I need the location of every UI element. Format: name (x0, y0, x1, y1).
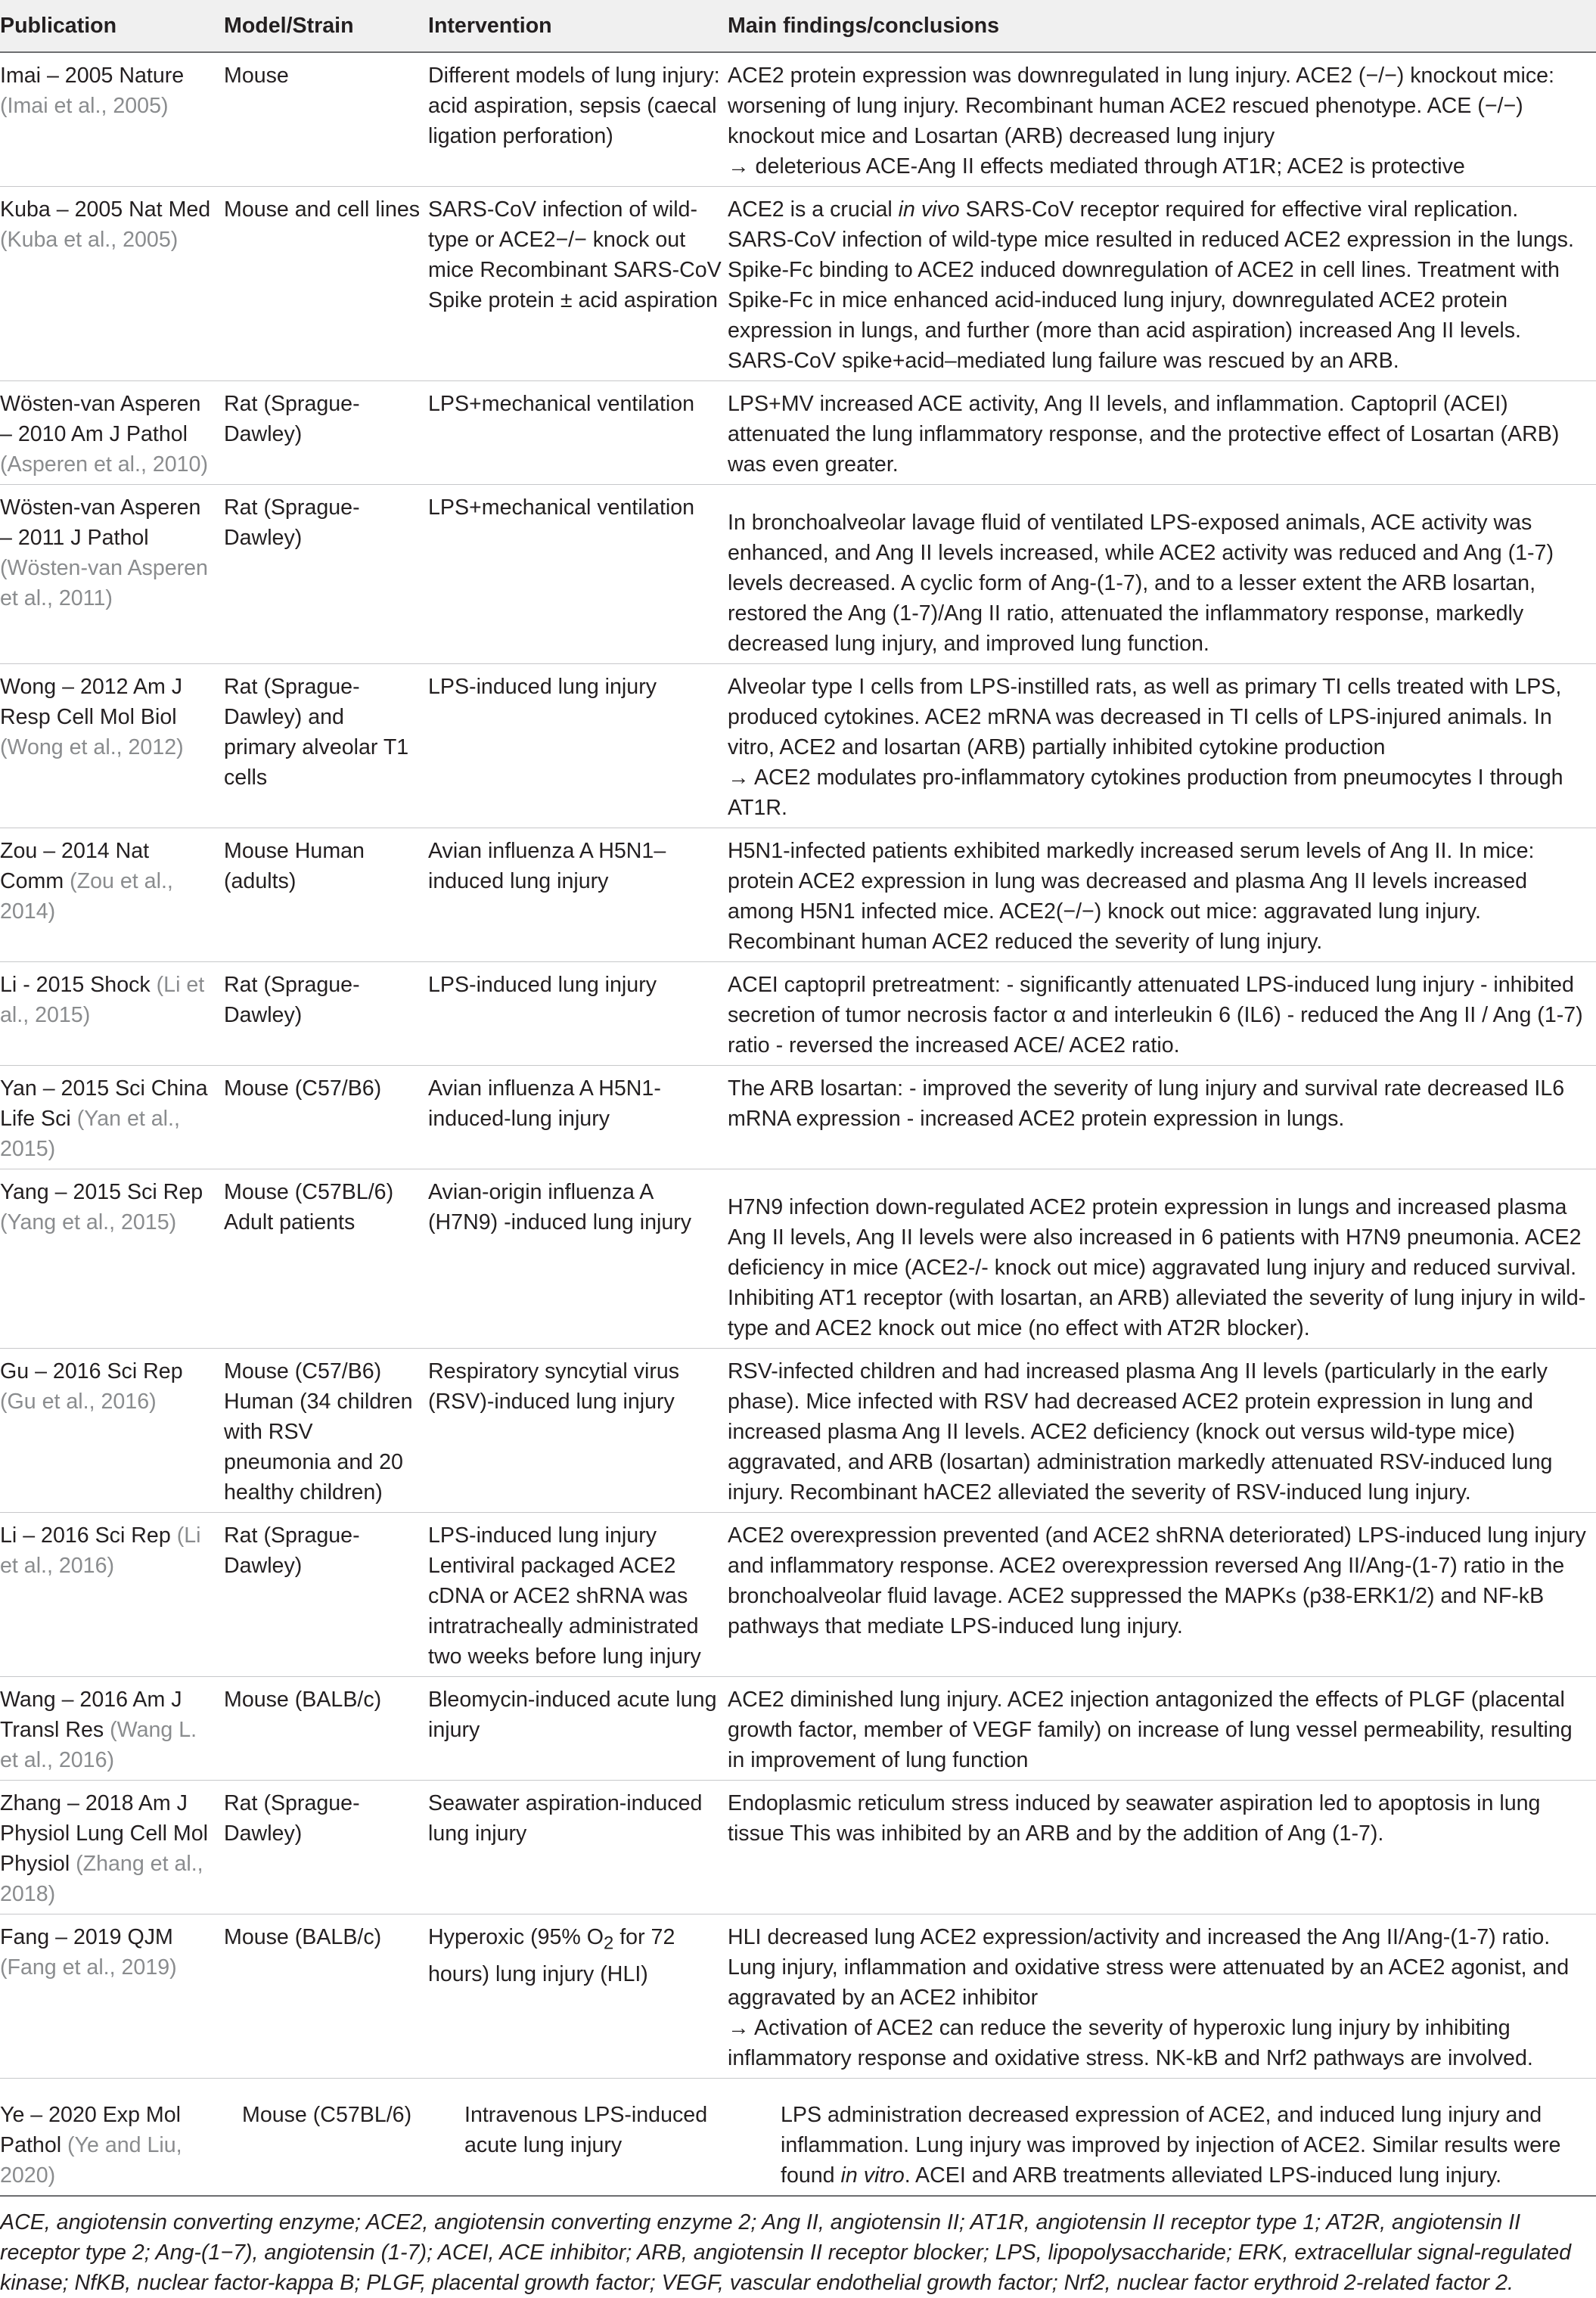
findings-cell: ACE2 is a crucial in vivo SARS-CoV receptor required for effective viral replication. SARS-CoV infection of wild-type mice resulted in reduced ACE2 expression in the lungs. Spike-Fc binding to ACE2 induced downregulation of ACE2 in cell lines. Treatment with Spike-Fc in mice enhanced acid-induced lung injury, downregulated ACE2 protein expression in lungs, and further (more than acid aspiration) increased Ang II levels. SARS-CoV spike+acid–mediated lung failure was rescued by an ARB. (728, 187, 1596, 381)
conclusion-line: → Activation of ACE2 can reduce the severity of hyperoxic lung injury by inhibiting inflammatory response and oxidative stress. NK-kB and Nrf2 pathways are involved. (728, 2016, 1533, 2070)
citation-link[interactable]: (Imai et al., 2005) (0, 94, 169, 118)
model-cell: Rat (Sprague-Dawley) and primary alveolar T1 cells (224, 664, 428, 828)
citation-link[interactable]: (Wang L. et al., 2016) (0, 1718, 197, 1772)
intervention-cell: Avian influenza A H5N1-induced-lung injury (428, 1066, 728, 1169)
findings-cell: H5N1-infected patients exhibited markedly increased serum levels of Ang II. In mice: protein ACE2 expression in lung was decreased and plasma Ang II levels increased among H5N1 infected mice. ACE2(−/−) knock out mice: aggravated lung injury. Recombinant human ACE2 reduced the severity of lung injury. (728, 828, 1596, 962)
publication-cell: Zhang – 2018 Am J Physiol Lung Cell Mol Physiol (Zhang et al., 2018) (0, 1781, 224, 1914)
intervention-cell: LPS-induced lung injury (428, 664, 728, 828)
model-cell: Mouse (C57BL/6) (242, 2103, 412, 2127)
citation-link[interactable]: (Wong et al., 2012) (0, 735, 184, 759)
citation-link[interactable]: (Yan et al., 2015) (0, 1107, 180, 1161)
model-cell: Mouse (C57/B6) (224, 1066, 428, 1169)
publication-cell: Wösten-van Asperen – 2010 Am J Pathol (Asperen et al., 2010) (0, 381, 224, 485)
table-row (0, 1677, 1596, 1781)
model-cell: Rat (Sprague-Dawley) (224, 1513, 428, 1677)
publication-cell: Li – 2016 Sci Rep (Li et al., 2016) (0, 1513, 224, 1677)
citation-link[interactable]: (Gu et al., 2016) (0, 1390, 157, 1414)
citation-link[interactable]: (Ye and Liu, 2020) (0, 2133, 182, 2188)
publication-cell: Ye – 2020 Exp Mol Pathol (Ye and Liu, 2020) (0, 2103, 182, 2188)
findings-cell: LPS+MV increased ACE activity, Ang II levels, and inflammation. Captopril (ACEI) attenuated the lung inflammatory response, and the protective effect of Losartan (ARB) was even greater. (728, 381, 1596, 485)
publication-cell: Zou – 2014 Nat Comm (Zou et al., 2014) (0, 828, 224, 962)
intervention-cell: LPS-induced lung injury (428, 962, 728, 1066)
findings-cell: ACE2 protein expression was downregulated in lung injury. ACE2 (−/−) knockout mice: worsening of lung injury. Recombinant human ACE2 rescued phenotype. ACE (−/−) knockout mice and Losartan (ARB) decreased lung injury → deleterious ACE-Ang II effects mediated through AT1R; ACE2 is protective (728, 52, 1596, 187)
citation-link[interactable]: (Yang et al., 2015) (0, 1210, 177, 1234)
table-row (0, 381, 1596, 485)
citation-link[interactable]: (Li et al., 2016) (0, 1523, 201, 1578)
model-cell: Mouse Human (adults) (224, 828, 428, 962)
table-row (0, 1781, 1596, 1914)
table-row (0, 1914, 1596, 2079)
intervention-cell: LPS-induced lung injury Lentiviral packaged ACE2 cDNA or ACE2 shRNA was intratracheally administrated two weeks before lung injury (428, 1513, 728, 1677)
findings-cell: Endoplasmic reticulum stress induced by seawater aspiration led to apoptosis in lung tissue This was inhibited by an ARB and by the addition of Ang (1-7). (728, 1781, 1596, 1914)
publication-cell: Kuba – 2005 Nat Med (Kuba et al., 2005) (0, 187, 224, 381)
findings-cell: ACE2 diminished lung injury. ACE2 injection antagonized the effects of PLGF (placental growth factor, member of VEGF family) on increase of lung vessel permeability, resulting in improvement of lung function (728, 1677, 1596, 1781)
findings-cell: H7N9 infection down-regulated ACE2 protein expression in lungs and increased plasma Ang II levels, Ang II levels were also increased in 6 patients with H7N9 pneumonia. ACE2 deficiency in mice (ACE2-/- knock out mice) aggravated lung injury and reduced survival. Inhibiting AT1 receptor (with losartan, an ARB) alleviated the severity of lung injury in wild-type and ACE2 knock out mice (no effect with AT2R blocker). (728, 1169, 1596, 1349)
model-cell: Mouse (C57BL/6) Adult patients (224, 1169, 428, 1349)
intervention-cell: Intravenous LPS-induced acute lung injury (464, 2103, 708, 2157)
table-row (0, 187, 1596, 381)
model-cell: Mouse (224, 52, 428, 187)
publication-cell: Fang – 2019 QJM (Fang et al., 2019) (0, 1914, 224, 2079)
citation-link[interactable]: (Li et al., 2015) (0, 973, 205, 1027)
table-header-row (0, 0, 1596, 52)
intervention-cell: Hyperoxic (95% $O_2$ for 72 hours) lung injury (HLI) (428, 1914, 728, 2079)
table-row (0, 828, 1596, 962)
citation-link[interactable]: (Wösten-van Asperen et al., 2011) (0, 556, 208, 610)
intervention-cell: SARS-CoV infection of wild-type or ACE2−/− knock out mice Recombinant SARS-CoV Spike protein ± acid aspiration (428, 187, 728, 381)
model-cell: Mouse and cell lines (224, 187, 428, 381)
publication-cell: Yang – 2015 Sci Rep (Yang et al., 2015) (0, 1169, 224, 1349)
publication-cell: Wang – 2016 Am J Transl Res (Wang L. et al., 2016) (0, 1677, 224, 1781)
publication-cell: Wong – 2012 Am J Resp Cell Mol Biol (Wong et al., 2012) (0, 664, 224, 828)
findings-cell: The ARB losartan: - improved the severity of lung injury and survival rate decreased IL6 mRNA expression - increased ACE2 protein expression in lungs. (728, 1066, 1596, 1169)
intervention-cell: Avian influenza A H5N1–induced lung injury (428, 828, 728, 962)
findings-cell: In bronchoalveolar lavage fluid of ventilated LPS-exposed animals, ACE activity was enhanced, and Ang II levels increased, while ACE2 activity was reduced and Ang (1-7) levels decreased. A cyclic form of Ang-(1-7), and to a lesser extent the ARB losartan, restored the Ang (1-7)/Ang II ratio, attenuated the inflammatory response, markedly decreased lung injury, and improved lung function. (728, 485, 1596, 664)
header-model-strain: Model/Strain (224, 0, 428, 52)
model-cell: Rat (Sprague-Dawley) (224, 1781, 428, 1914)
intervention-cell: Respiratory syncytial virus (RSV)-induced lung injury (428, 1349, 728, 1513)
citation-link[interactable]: (Kuba et al., 2005) (0, 228, 179, 252)
model-cell: Rat (Sprague-Dawley) (224, 962, 428, 1066)
publication-cell: Gu – 2016 Sci Rep (Gu et al., 2016) (0, 1349, 224, 1513)
findings-cell: HLI decreased lung ACE2 expression/activity and increased the Ang II/Ang-(1-7) ratio. Lung injury, inflammation and oxidative stress were attenuated by an ACE2 agonist, and aggravated by an ACE2 inhibitor → Activation of ACE2 can reduce the severity of hyperoxic lung injury by inhibiting inflammatory response and oxidative stress. NK-kB and Nrf2 pathways are involved. (728, 1914, 1596, 2079)
citation-link[interactable]: (Asperen et al., 2010) (0, 452, 208, 477)
findings-cell: ACE2 overexpression prevented (and ACE2 shRNA deteriorated) LPS-induced lung injury and inflammatory response. ACE2 overexpression reversed Ang II/Ang-(1-7) ratio in the bronchoalveolar fluid lavage. ACE2 suppressed the MAPKs (p38-ERK1/2) and NF-kB pathways that mediate LPS-induced lung injury. (728, 1513, 1596, 1677)
table-row (0, 664, 1596, 828)
intervention-cell: Avian-origin influenza A (H7N9) -induced lung injury (428, 1169, 728, 1349)
model-cell: Mouse (BALB/c) (224, 1914, 428, 2079)
conclusion-line: → ACE2 modulates pro-inflammatory cytokines production from pneumocytes I through AT1R. (728, 765, 1563, 820)
findings-cell: LPS administration decreased expression of ACE2, and induced lung injury and inflammation. Lung injury was improved by injection of ACE2. Similar results were found in vitro. ACEI and ARB treatments alleviated LPS-induced lung injury. (781, 2103, 1561, 2188)
model-cell: Mouse (C57/B6) Human (34 children with RSV pneumonia and 20 healthy children) (224, 1349, 428, 1513)
intervention-cell: LPS+mechanical ventilation (428, 485, 728, 664)
intervention-cell: LPS+mechanical ventilation (428, 381, 728, 485)
table-row (0, 52, 1596, 187)
model-cell: Rat (Sprague-Dawley) (224, 381, 428, 485)
intervention-cell: Bleomycin-induced acute lung injury (428, 1677, 728, 1781)
publication-cell: Imai – 2005 Nature (Imai et al., 2005) (0, 52, 224, 187)
table-row (0, 485, 1596, 664)
publication-cell: Li - 2015 Shock (Li et al., 2015) (0, 962, 224, 1066)
citation-link[interactable]: (Fang et al., 2019) (0, 1955, 177, 1980)
model-cell: Mouse (BALB/c) (224, 1677, 428, 1781)
header-intervention: Intervention (428, 0, 728, 52)
findings-cell: Alveolar type I cells from LPS-instilled rats, as well as primary TI cells treated with LPS, produced cytokines. ACE2 mRNA was decreased in TI cells of LPS-injured animals. In vitro, ACE2 and losartan (ARB) partially inhibited cytokine production → ACE2 modulates pro-inflammatory cytokines production from pneumocytes I through AT1R. (728, 664, 1596, 828)
citation-link[interactable]: (Zhang et al., 2018) (0, 1852, 203, 1906)
table-row (0, 1349, 1596, 1513)
table-row (0, 1066, 1596, 1169)
model-cell: Rat (Sprague-Dawley) (224, 485, 428, 664)
header-main-findings: Main findings/conclusions (728, 0, 1596, 52)
publication-cell: Wösten-van Asperen – 2011 J Pathol (Wösten-van Asperen et al., 2011) (0, 485, 224, 664)
conclusion-line: → deleterious ACE-Ang II effects mediated through AT1R; ACE2 is protective (728, 154, 1465, 179)
intervention-cell: Different models of lung injury: acid aspiration, sepsis (caecal ligation perforation) (428, 52, 728, 187)
citation-link[interactable]: (Zou et al., 2014) (0, 869, 173, 924)
table-footnote: ACE, angiotensin converting enzyme; ACE2, angiotensin converting enzyme 2; Ang II, angiotensin II; AT1R, angiotensin II receptor type 1; AT2R, angiotensin II receptor type 2; Ang-(1−7), angiotensin (1-7); ACEI, ACE inhibitor; ARB, angiotensin II receptor blocker; LPS, lipopolysaccharide; ERK, extracellular signal-regulated kinase; NfKB, nuclear factor-kappa B; PLGF, placental growth factor; VEGF, vascular endothelial growth factor; Nrf2, nuclear factor erythroid 2-related factor 2. (0, 2195, 1596, 2298)
header-publication: Publication (0, 0, 224, 52)
table-row (0, 2079, 1596, 2196)
table-row (0, 962, 1596, 1066)
table-row (0, 1169, 1596, 1349)
findings-cell: RSV-infected children and had increased plasma Ang II levels (particularly in the early phase). Mice infected with RSV had decreased ACE2 protein expression in lung and increased plasma Ang II levels. ACE2 deficiency (knock out versus wild-type mice) aggravated, and ARB (losartan) administration markedly attenuated RSV-induced lung injury. Recombinant hACE2 alleviated the severity of RSV-induced lung injury. (728, 1349, 1596, 1513)
intervention-cell: Seawater aspiration-induced lung injury (428, 1781, 728, 1914)
findings-cell: ACEI captopril pretreatment: - significantly attenuated LPS-induced lung injury - inhibited secretion of tumor necrosis factor α and interleukin 6 (IL6) - reduced the Ang II / Ang (1-7) ratio - reversed the increased ACE/ ACE2 ratio. (728, 962, 1596, 1066)
publication-cell: Yan – 2015 Sci China Life Sci (Yan et al., 2015) (0, 1066, 224, 1169)
table-row (0, 1513, 1596, 1677)
